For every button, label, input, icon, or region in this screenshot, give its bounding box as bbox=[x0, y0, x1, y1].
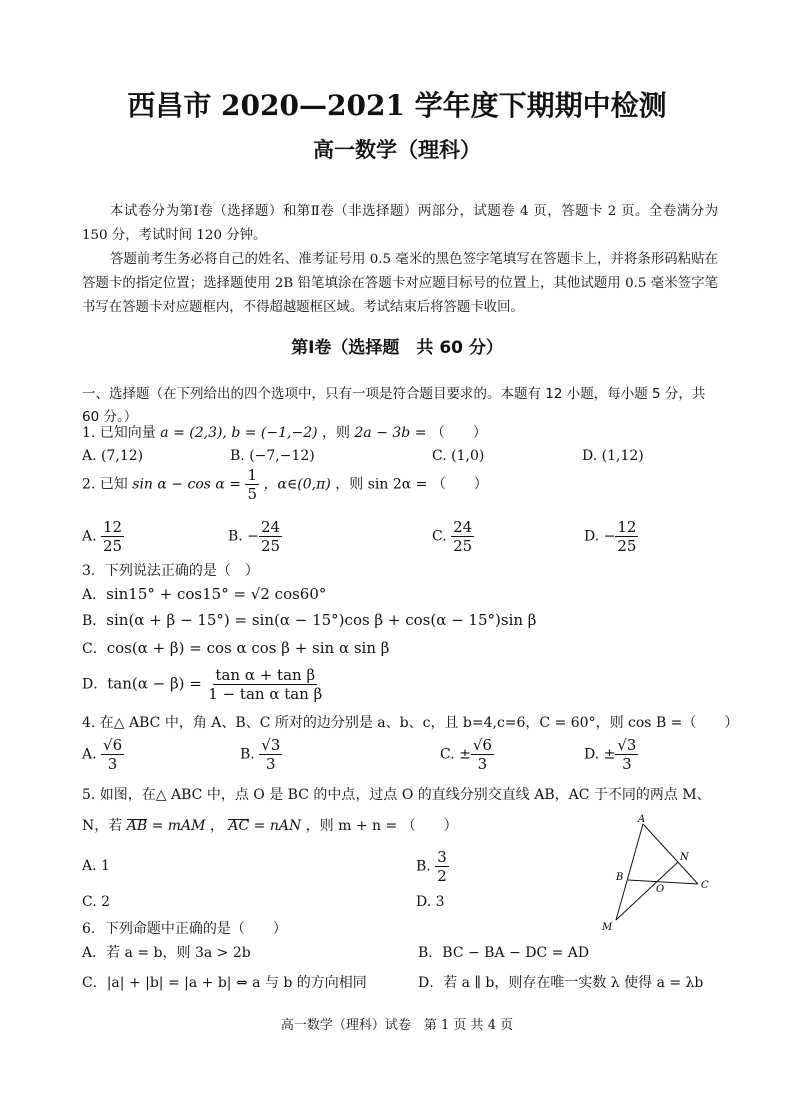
q2-option-a-label: A. bbox=[82, 528, 97, 545]
figure-line-mn bbox=[616, 862, 678, 920]
question-2 bbox=[82, 466, 488, 503]
q4-stem: 4. 在△ ABC 中，角 A、B、C 所对的边分别是 a、b、c，且 b=4,c=6，C = 60°，则 cos B = bbox=[82, 715, 683, 731]
q1-option-d bbox=[582, 448, 644, 464]
q2-option-c-denominator: 25 bbox=[453, 537, 473, 555]
q4-option-c-label: C. bbox=[440, 746, 455, 763]
q3-option-c-label: C． bbox=[82, 641, 107, 657]
q2-option-d-denominator: 25 bbox=[617, 537, 637, 555]
q5-separator: ， bbox=[209, 818, 224, 834]
q3-option-d bbox=[82, 666, 324, 703]
q2-option-c bbox=[432, 518, 474, 555]
q3-option-b-value: sin(α + β − 15°) = sin(α − 15°)cos β + cos(α − 15°)sin β bbox=[106, 611, 537, 629]
q2-option-b-label: B. bbox=[228, 528, 243, 545]
q5-option-b bbox=[416, 848, 449, 885]
question-3: 3．下列说法正确的是（ ） bbox=[82, 563, 259, 579]
q5-prefix: N，若 bbox=[82, 818, 123, 834]
q2-option-a bbox=[82, 518, 124, 555]
page-footer: 高一数学（理科）试卷 第 1 页 共 4 页 bbox=[280, 1018, 514, 1033]
q6-option-a: A．若 a = b，则 3a > 2b bbox=[82, 945, 251, 961]
section-heading: 第Ⅰ卷（选择题 共 60 分） bbox=[291, 338, 503, 358]
q2-option-b-numerator: 24 bbox=[260, 518, 281, 536]
q2-option-b bbox=[228, 518, 282, 555]
q5-option-b-numerator: 3 bbox=[437, 848, 447, 866]
q3-option-b bbox=[82, 610, 536, 630]
q2-prefix: 2. 已知 bbox=[82, 476, 128, 493]
q5-eq2-rhs: = nAN bbox=[253, 818, 302, 834]
q3-option-d-lhs: tan(α − β) = bbox=[107, 674, 202, 693]
q2-fraction-denominator: 5 bbox=[247, 485, 258, 503]
figure-line-ac bbox=[643, 824, 698, 884]
q4-option-d-sign: ± bbox=[603, 746, 616, 763]
q1-option-c-label: C. bbox=[432, 448, 447, 464]
q1-option-c-value: (1,0) bbox=[451, 448, 485, 464]
q3-option-a-value: sin15° + cos15° = √2 cos60° bbox=[106, 585, 327, 603]
figure-label-m: M bbox=[602, 922, 613, 932]
q4-option-a-label: A. bbox=[82, 746, 97, 763]
q1-vector-b: b = (−1,−2) bbox=[231, 425, 318, 441]
q1-paren: （ ） bbox=[430, 425, 487, 441]
q4-option-c-denominator: 3 bbox=[477, 755, 488, 773]
q1-expression: 2a − 3b = bbox=[354, 425, 427, 441]
q4-option-a-denominator: 3 bbox=[107, 755, 118, 773]
q4-option-c-numerator: √6 bbox=[472, 736, 492, 754]
q4-option-d bbox=[584, 736, 638, 773]
figure-label-o: O bbox=[656, 884, 665, 895]
q2-expression: sin α − cos α = bbox=[132, 476, 242, 493]
q4-option-b-denominator: 3 bbox=[265, 755, 276, 773]
q2-option-a-numerator: 12 bbox=[103, 518, 123, 536]
q3-option-a-label: A． bbox=[82, 587, 107, 603]
q1-option-b-value: (−7,−12) bbox=[249, 448, 315, 464]
q3-option-a bbox=[82, 584, 326, 604]
q1-vector-a: a = (2,3), bbox=[160, 425, 227, 441]
q2-option-a-denominator: 25 bbox=[103, 537, 123, 555]
q6-option-c: C．|a| + |b| = |a + b| ⇔ a 与 b 的方向相同 bbox=[82, 975, 367, 991]
q5-option-b-denominator: 2 bbox=[437, 867, 447, 885]
figure-label-a: A bbox=[638, 814, 646, 825]
part-intro: 一、选择题（在下列给出的四个选项中，只有一项是符合题目要求的。本题有 12 小题，每小题 5 分，共 60 分。） bbox=[82, 386, 706, 425]
q3-option-c-value: cos(α + β) = cos α cos β + sin α sin β bbox=[106, 639, 390, 657]
q4-option-a-numerator: √6 bbox=[103, 736, 123, 754]
triangle-figure bbox=[598, 812, 728, 932]
q5-option-c: C. 2 bbox=[82, 894, 111, 910]
q2-mid: ，则 sin 2α = bbox=[335, 476, 428, 493]
q4-option-d-numerator: √3 bbox=[617, 736, 637, 754]
q6-option-b: B．BC − BA − DC = AD bbox=[418, 945, 590, 961]
q5-vector-ab: AB bbox=[126, 818, 148, 834]
q4-option-b-label: B. bbox=[240, 746, 255, 763]
q1-option-b bbox=[230, 448, 315, 464]
q2-condition: ，α∈(0,π) bbox=[263, 476, 331, 493]
q2-option-b-denominator: 25 bbox=[260, 537, 281, 555]
question-5-line-1: 5. 如图，在△ ABC 中，点 O 是 BC 的中点，过点 O 的直线分别交直线 AB，AC 于不同的两点 M、 bbox=[82, 787, 711, 803]
q4-option-c bbox=[440, 736, 494, 773]
q3-option-d-numerator: tan α + tan β bbox=[215, 666, 316, 684]
q5-option-a: A. 1 bbox=[82, 858, 110, 874]
q1-mid: ，则 bbox=[322, 425, 351, 441]
q1-option-a-label: A. bbox=[82, 448, 97, 464]
q2-fraction-numerator: 1 bbox=[247, 466, 258, 484]
q1-option-b-label: B. bbox=[230, 448, 245, 464]
q1-option-d-label: D. bbox=[582, 448, 598, 464]
figure-label-c: C bbox=[701, 880, 709, 891]
figure-label-n: N bbox=[680, 852, 689, 863]
q1-option-c bbox=[432, 448, 484, 464]
q1-option-d-value: (1,12) bbox=[601, 448, 644, 464]
q5-option-b-label: B. bbox=[416, 858, 431, 875]
q2-paren: （ ） bbox=[431, 476, 488, 493]
q2-option-d bbox=[584, 518, 638, 555]
q2-option-b-sign: − bbox=[247, 528, 259, 545]
intro-paragraph-1: 本试卷分为第Ⅰ卷（选择题）和第Ⅱ卷（非选择题）两部分，试题卷 4 页，答题卡 2 页。全卷满分为 150 分，考试时间 120 分钟。 bbox=[82, 204, 718, 243]
q4-option-b bbox=[240, 736, 282, 773]
q4-paren: （ ） bbox=[682, 715, 739, 731]
figure-label-b: B bbox=[616, 872, 624, 883]
q5-option-d: D. 3 bbox=[416, 894, 445, 910]
q5-paren: （ ） bbox=[401, 818, 458, 834]
page-subtitle: 高一数学（理科） bbox=[313, 138, 481, 162]
q2-option-d-numerator: 12 bbox=[617, 518, 637, 536]
q4-option-d-label: D. bbox=[584, 746, 600, 763]
question-6: 6．下列命题中正确的是（ ） bbox=[82, 921, 287, 937]
q5-vector-ac: AC bbox=[228, 818, 250, 834]
q4-option-a bbox=[82, 736, 124, 773]
q1-prefix: 1. 已知向量 bbox=[82, 425, 156, 441]
question-4 bbox=[82, 712, 738, 732]
question-5-line-2 bbox=[82, 815, 458, 835]
page-title: 西昌市 2020—2021 学年度下期期中检测 bbox=[127, 89, 667, 122]
q2-option-d-label: D. bbox=[584, 528, 600, 545]
intro-paragraph-2: 答题前考生务必将自己的姓名、准考证号用 0.5 毫米的黑色签字笔填写在答题卡上，并将条形码粘贴在答题卡的指定位置；选择题使用 2B 铅笔填涂在答题卡对应题目标号的位置上，其他试题用 0.5 毫米签字笔书写在答题卡对应题框内，不得超越题框区域。考试结束后将答题卡收回。 bbox=[82, 252, 718, 315]
q1-option-a bbox=[82, 448, 143, 464]
q5-mid: ，则 m + n = bbox=[305, 818, 398, 834]
q3-option-d-denominator: 1 − tan α tan β bbox=[208, 685, 323, 703]
q3-option-d-label: D． bbox=[82, 676, 108, 693]
q4-option-d-denominator: 3 bbox=[622, 755, 632, 773]
q2-option-d-sign: − bbox=[603, 528, 616, 545]
q4-option-b-numerator: √3 bbox=[261, 736, 281, 754]
q6-option-d: D．若 a ∥ b，则存在唯一实数 λ 使得 a = λb bbox=[418, 975, 704, 991]
q3-option-c bbox=[82, 638, 389, 658]
q5-eq1-rhs: = mAM bbox=[151, 818, 206, 834]
q4-option-c-sign: ± bbox=[459, 746, 471, 763]
question-1 bbox=[82, 422, 487, 442]
q2-option-c-numerator: 24 bbox=[453, 518, 473, 536]
q1-option-a-value: (7,12) bbox=[101, 448, 144, 464]
q2-option-c-label: C. bbox=[432, 528, 447, 545]
q3-option-b-label: B． bbox=[82, 613, 107, 629]
